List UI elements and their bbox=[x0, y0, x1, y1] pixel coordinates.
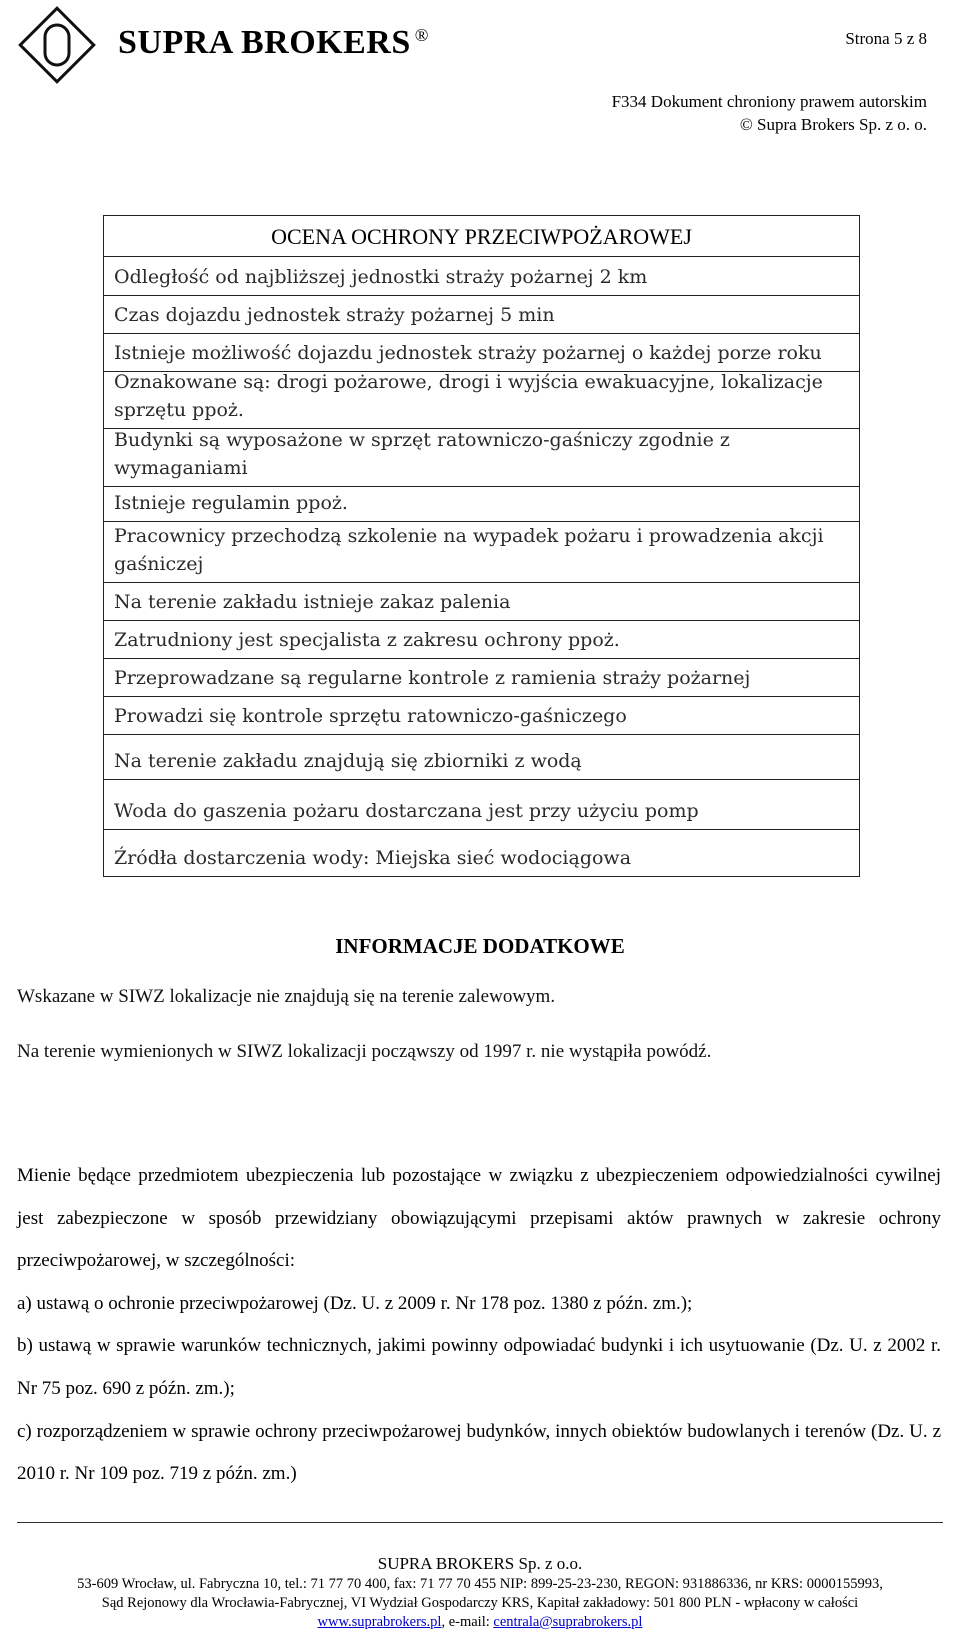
table-row: Budynki są wyposażone w sprzęt ratowniczo-gaśniczy zgodnie z wymaganiami bbox=[104, 428, 859, 486]
table-row: Czas dojazdu jednostek straży pożarnej 5 min bbox=[104, 295, 859, 333]
page-number: Strona 5 z 8 bbox=[845, 29, 927, 48]
table-row: Przeprowadzane są regularne kontrole z ramienia straży pożarnej bbox=[104, 658, 859, 696]
table-row: Prowadzi się kontrole sprzętu ratowniczo-gaśniczego bbox=[104, 696, 859, 734]
table-row: Zatrudniony jest specjalista z zakresu ochrony ppoż. bbox=[104, 620, 859, 658]
fire-protection-table bbox=[103, 215, 860, 877]
legal-item-a: a) ustawą o ochronie przeciwpożarowej (Dz. U. z 2009 r. Nr 178 poz. 1380 z późn. zm.); bbox=[17, 1292, 693, 1314]
footer bbox=[0, 1552, 960, 1632]
copyright-line-2: © Supra Brokers Sp. z o. o. bbox=[739, 115, 927, 134]
email-link[interactable]: centrala@suprabrokers.pl bbox=[493, 1614, 643, 1630]
legal-paragraph bbox=[17, 1155, 941, 1496]
legal-item-c: c) rozporządzeniem w sprawie ochrony przeciwpożarowej budynków, innych obiektów budowlanych i terenów (Dz. U. z 2010 r. Nr 109 poz. 719 z późn. zm.) bbox=[17, 1420, 941, 1485]
table-row: Woda do gaszenia pożaru dostarczana jest przy użyciu pomp bbox=[104, 779, 859, 829]
website-link[interactable]: www.suprabrokers.pl bbox=[317, 1614, 442, 1630]
table-row: Oznakowane są: drogi pożarowe, drogi i wyjścia ewakuacyjne, lokalizacje sprzętu ppoż. bbox=[104, 371, 859, 428]
table-row: Pracownicy przechodzą szkolenie na wypadek pożaru i prowadzenia akcji gaśniczej bbox=[104, 521, 859, 582]
legal-item-b: b) ustawą w sprawie warunków technicznych, jakimi powinny odpowiadać budynki i ich usytuowanie (Dz. U. z 2002 r. Nr 75 poz. 690 z późn. zm.); bbox=[17, 1335, 941, 1399]
footer-divider bbox=[17, 1522, 943, 1523]
copyright-note bbox=[612, 90, 927, 136]
table-row: Źródła dostarczenia wody: Miejska sieć wodociągowa bbox=[104, 829, 859, 876]
table-title: OCENA OCHRONY PRZECIWPOŻAROWEJ bbox=[271, 224, 692, 249]
legal-intro: Mienie będące przedmiotem ubezpieczenia lub pozostające w związku z ubezpieczeniem odpowiedzialności cywilnej jest zabezpieczone w sposób przewidziany obowiązującymi przepisami aktów prawnych w zakresie ochrony przeciwpożarowej, w szczególności: bbox=[17, 1165, 941, 1272]
footer-address: 53-609 Wrocław, ul. Fabryczna 10, tel.: 71 77 70 400, fax: 71 77 70 455 NIP: 899-25-23-230, REGON: 931886336, nr KRS: 0000155993, bbox=[77, 1576, 883, 1592]
table-row: Istnieje regulamin ppoż. bbox=[104, 486, 859, 521]
table-row: Na terenie zakładu istnieje zakaz palenia bbox=[104, 582, 859, 620]
extra-info-line: Wskazane w SIWZ lokalizacje nie znajdują się na terenie zalewowym. bbox=[17, 986, 556, 1007]
copyright-line-1: F334 Dokument chroniony prawem autorskim bbox=[611, 92, 927, 111]
brand-name: SUPRA BROKERS ® bbox=[118, 24, 429, 61]
extra-info-line: Na terenie wymienionych w SIWZ lokalizacji począwszy od 1997 r. nie wystąpiła powódź. bbox=[17, 1041, 712, 1062]
extra-info-title: INFORMACJE DODATKOWE bbox=[335, 934, 625, 958]
registered-mark: ® bbox=[414, 24, 429, 45]
diamond-logo-icon bbox=[14, 2, 100, 88]
email-label: , e-mail: bbox=[441, 1614, 494, 1630]
footer-company: SUPRA BROKERS Sp. z o.o. bbox=[377, 1554, 583, 1573]
table-row: Na terenie zakładu znajdują się zbiorniki z wodą bbox=[104, 734, 859, 779]
footer-contact bbox=[0, 1613, 960, 1632]
table-row: Odległość od najbliższej jednostki straży pożarnej 2 km bbox=[104, 256, 859, 295]
table-row: Istnieje możliwość dojazdu jednostek straży pożarnej o każdej porze roku bbox=[104, 333, 859, 371]
footer-court: Sąd Rejonowy dla Wrocławia-Fabrycznej, VI Wydział Gospodarczy KRS, Kapitał zakładowy: 501 800 PLN - wpłacony w całości bbox=[101, 1595, 859, 1611]
